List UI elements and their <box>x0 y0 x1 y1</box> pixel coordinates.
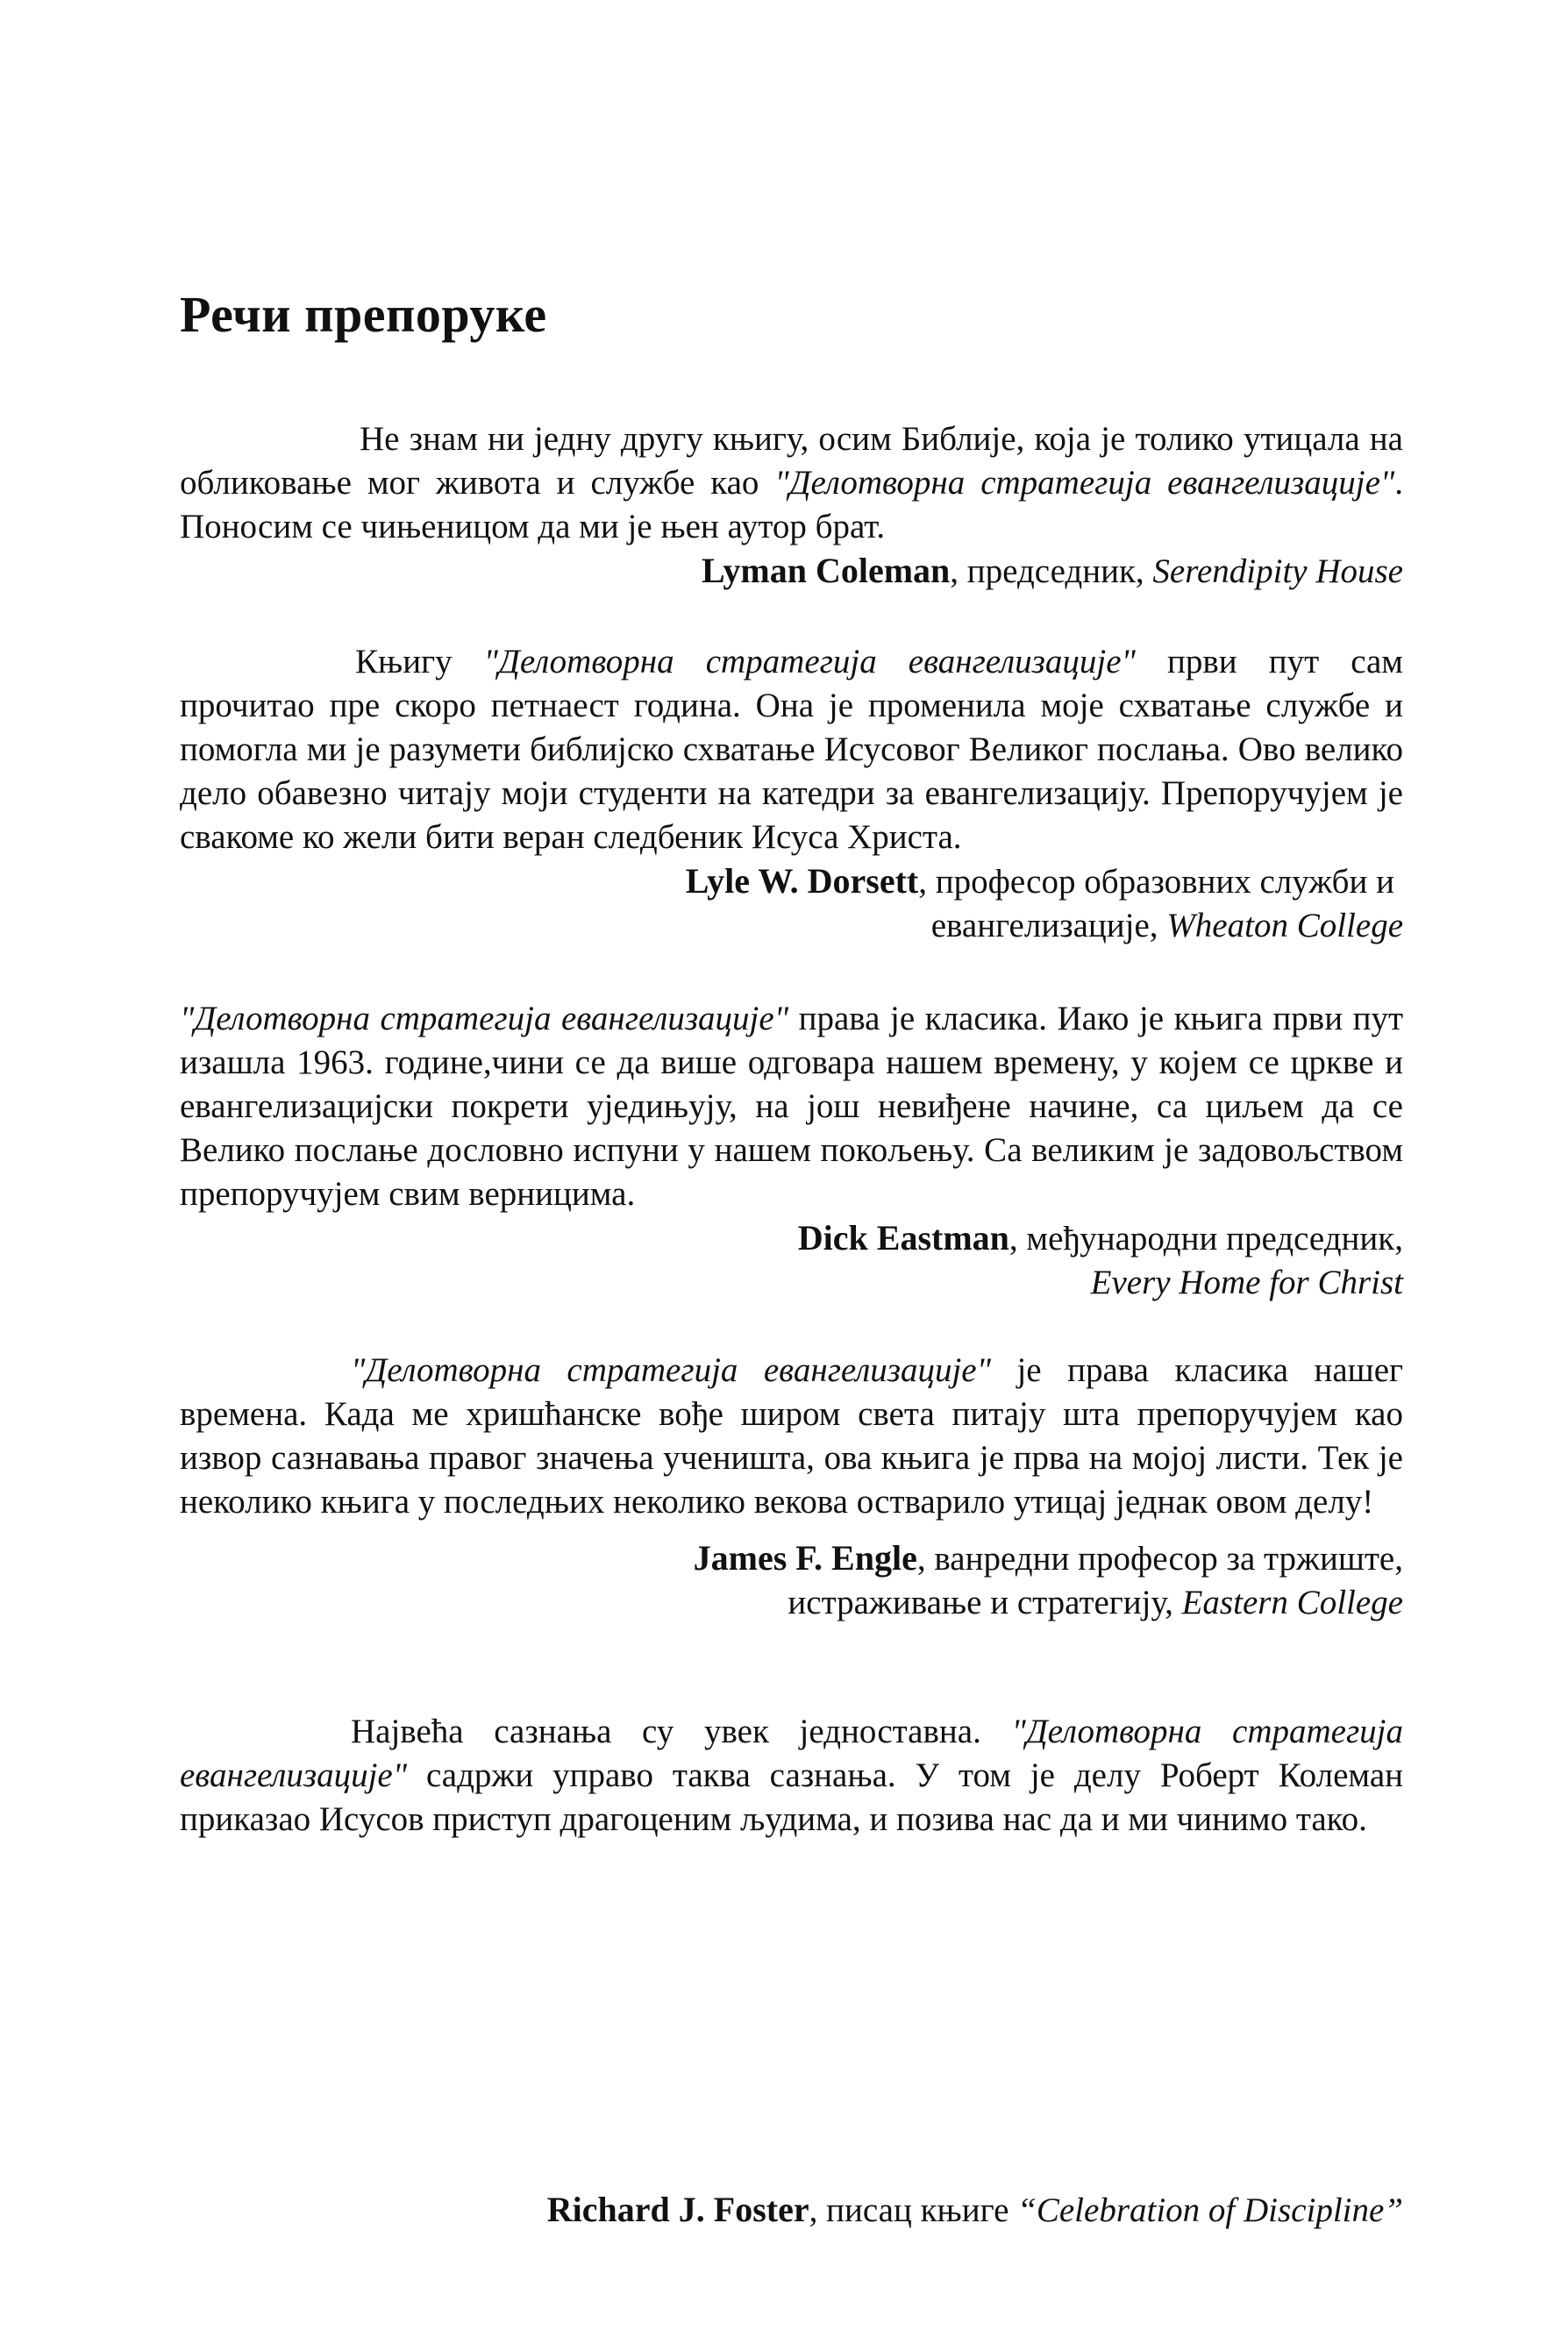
book-title: "Делотворна стратегија евангелизације" <box>483 643 1136 680</box>
endorsement-eastman <box>180 997 1403 1305</box>
author-organization: Eastern College <box>1181 1584 1403 1621</box>
endorsement-author <box>180 859 1403 904</box>
quote-text: Не знам ни једну другу књигу, осим Библије, која је толико утицала на обликовање мог живота и службе као <box>180 420 1403 502</box>
endorsement-quote <box>180 1710 1403 1842</box>
author-organization: Wheaton College <box>1166 907 1403 944</box>
endorsement-author-line2 <box>180 1581 1403 1625</box>
endorsement-quote <box>180 997 1403 1216</box>
endorsement-author <box>180 549 1403 594</box>
author-name: Lyman Coleman <box>701 551 951 590</box>
author-role: евангелизације, <box>930 907 1167 944</box>
page-title: Речи препоруке <box>180 286 547 343</box>
author-role: , ванредни професор за тржиште, <box>916 1540 1403 1578</box>
quote-text: први пут сам прочитао пре скоро петнаест година. Она је променила моје схватање службе и помогла ми је разумети библијско схватање Исусовог Великог послања. Ово велико дело обавезно читају моји студенти на катедри за евангелизацију. Препоручујем је свакоме ко жели бити веран следбеник Исуса Христа. <box>180 643 1403 856</box>
author-role: , професор образовних служби и <box>918 863 1394 901</box>
endorsement-coleman <box>180 417 1403 594</box>
endorsement-author <box>180 2188 1403 2233</box>
author-name: Richard J. Foster <box>546 2190 809 2229</box>
author-organization: “Celebration of Discipline” <box>1017 2191 1403 2229</box>
author-name: Lyle W. Dorsett <box>685 861 919 901</box>
quote-text: Књигу <box>355 643 484 680</box>
endorsement-dorsett <box>180 640 1403 948</box>
quote-text: садржи управо таква сазнања. У том је делу Роберт Колеман приказао Исусов приступ драгоценим људима, и позива нас да и ми чинимо тако. <box>180 1756 1403 1838</box>
endorsement-author-line2 <box>180 904 1403 948</box>
endorsement-foster <box>180 1710 1403 1842</box>
endorsement-engle <box>180 1349 1403 1625</box>
author-role: , међународни председник, <box>1009 1220 1403 1258</box>
author-organization: Every Home for Christ <box>1090 1264 1403 1301</box>
author-organization: Serendipity House <box>1152 552 1403 590</box>
quote-text: . Поносим се чињеницом да ми је њен аутор брат. <box>180 464 1404 545</box>
quote-text: права је класика. Иако је књига први пут изашла 1963. године,чини се да више одговара нашем времену, у којем се цркве и евангелизацијски покрети уједињују, на још невиђене начине, са циљем да се Велико послање дословно испуни у нашем покољењу. Са великим је задовољством препоручујем свим верницима. <box>180 1000 1403 1213</box>
book-title: "Делотворна стратегија евангелизације" <box>180 1713 1404 1794</box>
author-role: , председник, <box>950 552 1153 590</box>
book-title: "Делотворна стратегија евангелизације" <box>180 1000 789 1037</box>
author-name: James F. Engle <box>693 1538 917 1578</box>
endorsement-author-line2 <box>180 1261 1403 1305</box>
author-name: Dick Eastman <box>797 1218 1009 1258</box>
endorsement-quote <box>180 417 1403 549</box>
author-role: истраживање и стратегију, <box>788 1584 1182 1621</box>
endorsement-author <box>180 1216 1403 1261</box>
author-role: , писац књиге <box>809 2191 1018 2229</box>
book-title: "Делотворна стратегија евангелизације" <box>774 464 1395 502</box>
endorsement-quote <box>180 640 1403 859</box>
endorsement-author <box>180 1536 1403 1581</box>
book-title: "Делотворна стратегија евангелизације" <box>351 1351 991 1389</box>
endorsement-quote <box>180 1349 1403 1524</box>
quote-text: је права класика нашег времена. Када ме хришћанске вође широм света питају шта препоручујем као извор сазнавања правог значења ученишта, ова књига је прва на мојој листи. Тек је неколико књига у последњих неколико векова остварило утицај једнак овом делу! <box>180 1351 1403 1521</box>
quote-text: Највећа сазнања су увек једноставна. <box>351 1713 1012 1750</box>
